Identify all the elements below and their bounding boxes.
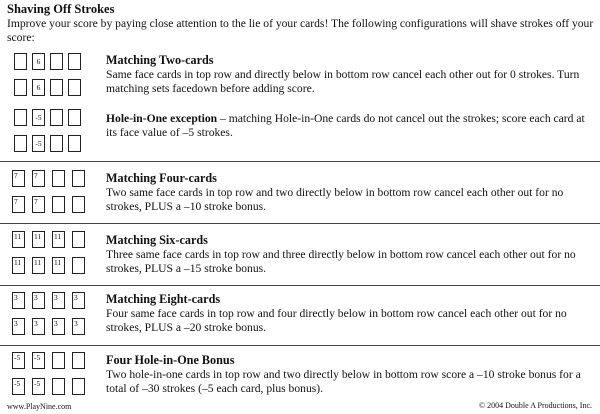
card: 3 <box>12 318 25 335</box>
card <box>72 170 85 187</box>
section-matching-eight-cards <box>106 292 594 335</box>
card <box>72 196 85 213</box>
card: 7 <box>32 170 45 187</box>
card: 3 <box>72 292 85 309</box>
card <box>52 196 65 213</box>
section-text: Same face cards in top row and directly below in bottom row cancel each other out for 0 strokes. Turn matching sets facedown before adding score. <box>106 68 580 95</box>
card <box>52 378 65 395</box>
card <box>72 352 85 369</box>
section-title: Four Hole-in-One Bonus <box>106 353 235 367</box>
card: 7 <box>32 196 45 213</box>
card <box>72 231 85 248</box>
card: 11 <box>12 231 25 248</box>
card <box>50 53 63 70</box>
intro-text: Improve your score by paying close attention to the lie of your cards! The following configurations will shave strokes off your score: <box>7 17 594 44</box>
section-four-hole-in-one-bonus <box>106 353 594 396</box>
copyright: © 2004 Double A Productions, Inc. <box>479 401 592 410</box>
divider <box>0 223 600 224</box>
section-hole-in-one-exception <box>106 112 594 140</box>
card <box>68 135 81 152</box>
card: -5 <box>32 135 45 152</box>
section-text: Four same face cards in top row and four directly below in bottom row cancel each other out for no strokes, PLUS a –20 stroke bonus. <box>106 307 567 334</box>
divider <box>0 345 600 346</box>
card <box>72 378 85 395</box>
card <box>14 53 27 70</box>
divider <box>0 161 600 162</box>
card-grid-eight-cards <box>10 290 96 338</box>
card-grid-four-cards <box>10 168 96 216</box>
card: 6 <box>32 79 45 96</box>
card: 11 <box>32 231 45 248</box>
card <box>14 79 27 96</box>
card <box>14 135 27 152</box>
card: 7 <box>12 196 25 213</box>
card <box>68 109 81 126</box>
card: 3 <box>12 292 25 309</box>
section-text-wrap <box>106 112 594 140</box>
card: -5 <box>12 352 25 369</box>
website-link[interactable]: www.PlayNine.com <box>7 402 72 411</box>
card: 11 <box>52 257 65 274</box>
card: 3 <box>52 318 65 335</box>
card: 3 <box>72 318 85 335</box>
section-text: Two same face cards in top row and two directly below in bottom row cancel each other out for no strokes, PLUS a –10 stroke bonus. <box>106 186 564 213</box>
card: 7 <box>12 170 25 187</box>
section-matching-six-cards <box>106 233 594 276</box>
section-title: Matching Four-cards <box>106 171 217 185</box>
card-grid-four-hole-in-one <box>10 350 96 398</box>
card: -5 <box>32 352 45 369</box>
card <box>72 257 85 274</box>
section-title: Matching Two-cards <box>106 53 214 67</box>
section-title: Hole-in-One exception <box>106 112 218 125</box>
card <box>52 170 65 187</box>
card: 11 <box>32 257 45 274</box>
page-header <box>7 2 595 45</box>
card: 11 <box>12 257 25 274</box>
card: 6 <box>32 53 45 70</box>
card <box>50 109 63 126</box>
section-text: Three same face cards in top row and three directly below in bottom row cancel each other out for no strokes, PLUS a –15 stroke bonus. <box>106 248 576 275</box>
section-title: Matching Six-cards <box>106 233 208 247</box>
section-text: – matching Hole-in-One cards do not cancel out the strokes; score each card at its face value of –5 strokes. <box>106 112 585 139</box>
card: 3 <box>32 292 45 309</box>
card <box>50 135 63 152</box>
card-grid-six-cards <box>10 229 96 277</box>
card <box>68 79 81 96</box>
card <box>52 352 65 369</box>
card: -5 <box>12 378 25 395</box>
card: 11 <box>52 231 65 248</box>
card-grid-two-cards <box>10 51 96 99</box>
card <box>68 53 81 70</box>
section-matching-four-cards <box>106 171 594 214</box>
section-text: Two hole-in-one cards in top row and two directly below in bottom row score a –10 stroke bonus for a total of –30 strokes (–5 each card, plus bonus). <box>106 368 581 395</box>
page-title: Shaving Off Strokes <box>7 2 115 16</box>
section-matching-two-cards <box>106 53 594 96</box>
section-title: Matching Eight-cards <box>106 292 221 306</box>
card: -5 <box>32 378 45 395</box>
card: 3 <box>32 318 45 335</box>
card <box>50 79 63 96</box>
card-grid-hole-in-one-exception <box>10 107 96 155</box>
divider <box>0 285 600 286</box>
card: 3 <box>52 292 65 309</box>
card <box>14 109 27 126</box>
card: -5 <box>32 109 45 126</box>
